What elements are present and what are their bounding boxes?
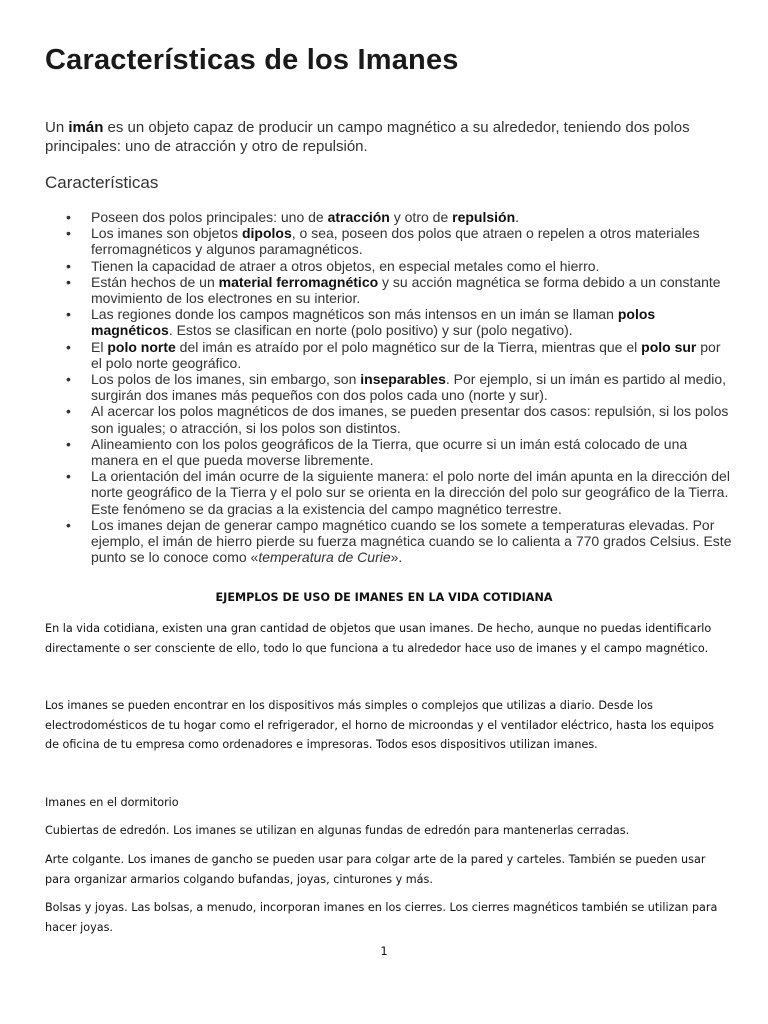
- feature-item: [91, 339, 735, 371]
- subsection-heading: Imanes en el dormitorio: [45, 796, 179, 809]
- intro-text-start: Un: [45, 119, 69, 136]
- feature-item: [91, 306, 735, 338]
- feature-text: y su acción magnética se forma debido a un constante movimiento de los electrones en su interior.: [91, 273, 721, 307]
- examples-paragraph: Los imanes se pueden encontrar en los dispositivos más simples o complejos que utilizas a diario. Desde los electrodomésticos de tu hogar como el refrigerador, el horno de microondas y el ventilador eléctrico, hasta los equipos de oficina de tu empresa como ordenadores e impresoras. Todos esos dispositivos utilizan imanes.: [45, 699, 715, 751]
- page-title: Características de los Imanes: [45, 44, 459, 76]
- examples-paragraph: En la vida cotidiana, existen una gran cantidad de objetos que usan imanes. De hecho, aunque no puedas identificarlo directamente o ser consciente de ello, todo lo que funciona a tu alrededor hace uso de imanes y el campo magnético.: [45, 622, 712, 655]
- section-heading: Características: [45, 173, 159, 192]
- feature-text: . Estos se clasifican en norte (polo positivo) y sur (polo negativo).: [168, 322, 573, 339]
- feature-text: ».: [390, 549, 403, 566]
- feature-keyword: polo norte: [107, 338, 176, 355]
- feature-text: , o sea, poseen dos polos que atraen o repelen a otros materiales ferromagnéticos y algunos paramagnéticos.: [91, 225, 700, 258]
- feature-text: Al acercar los polos magnéticos de dos imanes, se pueden presentar dos casos: repulsión, si los polos son iguales; o atracción, si los polos son distintos.: [91, 403, 729, 436]
- intro-keyword: imán: [68, 119, 104, 136]
- feature-keyword: inseparables: [360, 371, 446, 388]
- intro-text-end: es un objeto capaz de producir un campo magnético a su alrededor, teniendo dos polos principales: uno de atracción y otro de repulsión.: [45, 119, 690, 155]
- feature-text: y otro de: [389, 209, 453, 225]
- examples-section-title: EJEMPLOS DE USO DE IMANES EN LA VIDA COTIDIANA: [215, 591, 553, 604]
- feature-text: Poseen dos polos principales: uno de: [91, 209, 328, 225]
- intro-paragraph: [45, 118, 735, 156]
- examples-paragraph: Cubiertas de edredón. Los imanes se utilizan en algunas fundas de edredón para mantenerlas cerradas.: [45, 824, 630, 837]
- feature-text: temperatura de Curie: [258, 549, 391, 566]
- feature-keyword: polo sur: [641, 338, 697, 355]
- feature-keyword: atracción: [327, 209, 390, 225]
- feature-text: Tienen la capacidad de atraer a otros objetos, en especial metales como el hierro.: [91, 257, 600, 274]
- examples-paragraph: Bolsas y joyas. Las bolsas, a menudo, incorporan imanes en los cierres. Los cierres magnéticos también se utilizan para hacer joyas.: [45, 901, 718, 934]
- feature-text: Las regiones donde los campos magnéticos son más intensos en un imán se llaman: [91, 306, 618, 323]
- feature-keyword: material ferromagnético: [218, 273, 379, 290]
- feature-item: [91, 403, 735, 435]
- feature-text: por el polo norte geográfico.: [91, 338, 721, 371]
- feature-text: Alineamiento con los polos geográficos de la Tierra, que ocurre si un imán está colocado de una manera en el que pueda moverse libremente.: [91, 435, 688, 469]
- feature-item: [91, 436, 735, 468]
- feature-item: [91, 274, 735, 306]
- features-list: [45, 209, 735, 565]
- examples-paragraph: Arte colgante. Los imanes de gancho se pueden usar para colgar arte de la pared y carteles. También se pueden usar para organizar armarios colgando bufandas, joyas, cinturones y más.: [45, 853, 706, 886]
- feature-text: . Por ejemplo, si un imán es partido al medio, surgirán dos imanes más pequeños con dos polos cada uno (norte y sur).: [91, 371, 727, 404]
- feature-text: El: [91, 338, 108, 355]
- feature-text: Los polos de los imanes, sin embargo, son: [91, 371, 361, 388]
- feature-item: [91, 258, 735, 274]
- feature-text: .: [515, 209, 520, 225]
- feature-keyword: repulsión: [452, 209, 516, 225]
- feature-text: La orientación del imán ocurre de la siguiente manera: el polo norte del imán apunta en la dirección del norte geográfico de la Tierra y el polo sur se orienta en la dirección del polo sur geográfico de la Tierra. Este fenómeno se da gracias a la existencia del campo magnético terrestre.: [91, 468, 730, 517]
- feature-item: [91, 468, 735, 517]
- feature-text: Los imanes dejan de generar campo magnético cuando se los somete a temperaturas elevadas. Por ejemplo, el imán de hierro pierde su fuerza magnética cuando se lo calienta a 770 grados Celsius. Este punto se lo conoce como «: [91, 516, 732, 566]
- feature-item: [91, 209, 735, 225]
- feature-text: Los imanes son objetos: [91, 225, 242, 242]
- feature-text: Están hechos de un: [91, 273, 219, 290]
- page-number: 1: [380, 944, 388, 958]
- feature-item: [91, 517, 735, 566]
- feature-keyword: dipolos: [241, 225, 292, 242]
- feature-keyword: polos magnéticos: [91, 306, 656, 339]
- feature-item: [91, 371, 735, 403]
- feature-item: [91, 225, 735, 257]
- feature-text: del imán es atraído por el polo magnético sur de la Tierra, mientras que el: [175, 338, 642, 355]
